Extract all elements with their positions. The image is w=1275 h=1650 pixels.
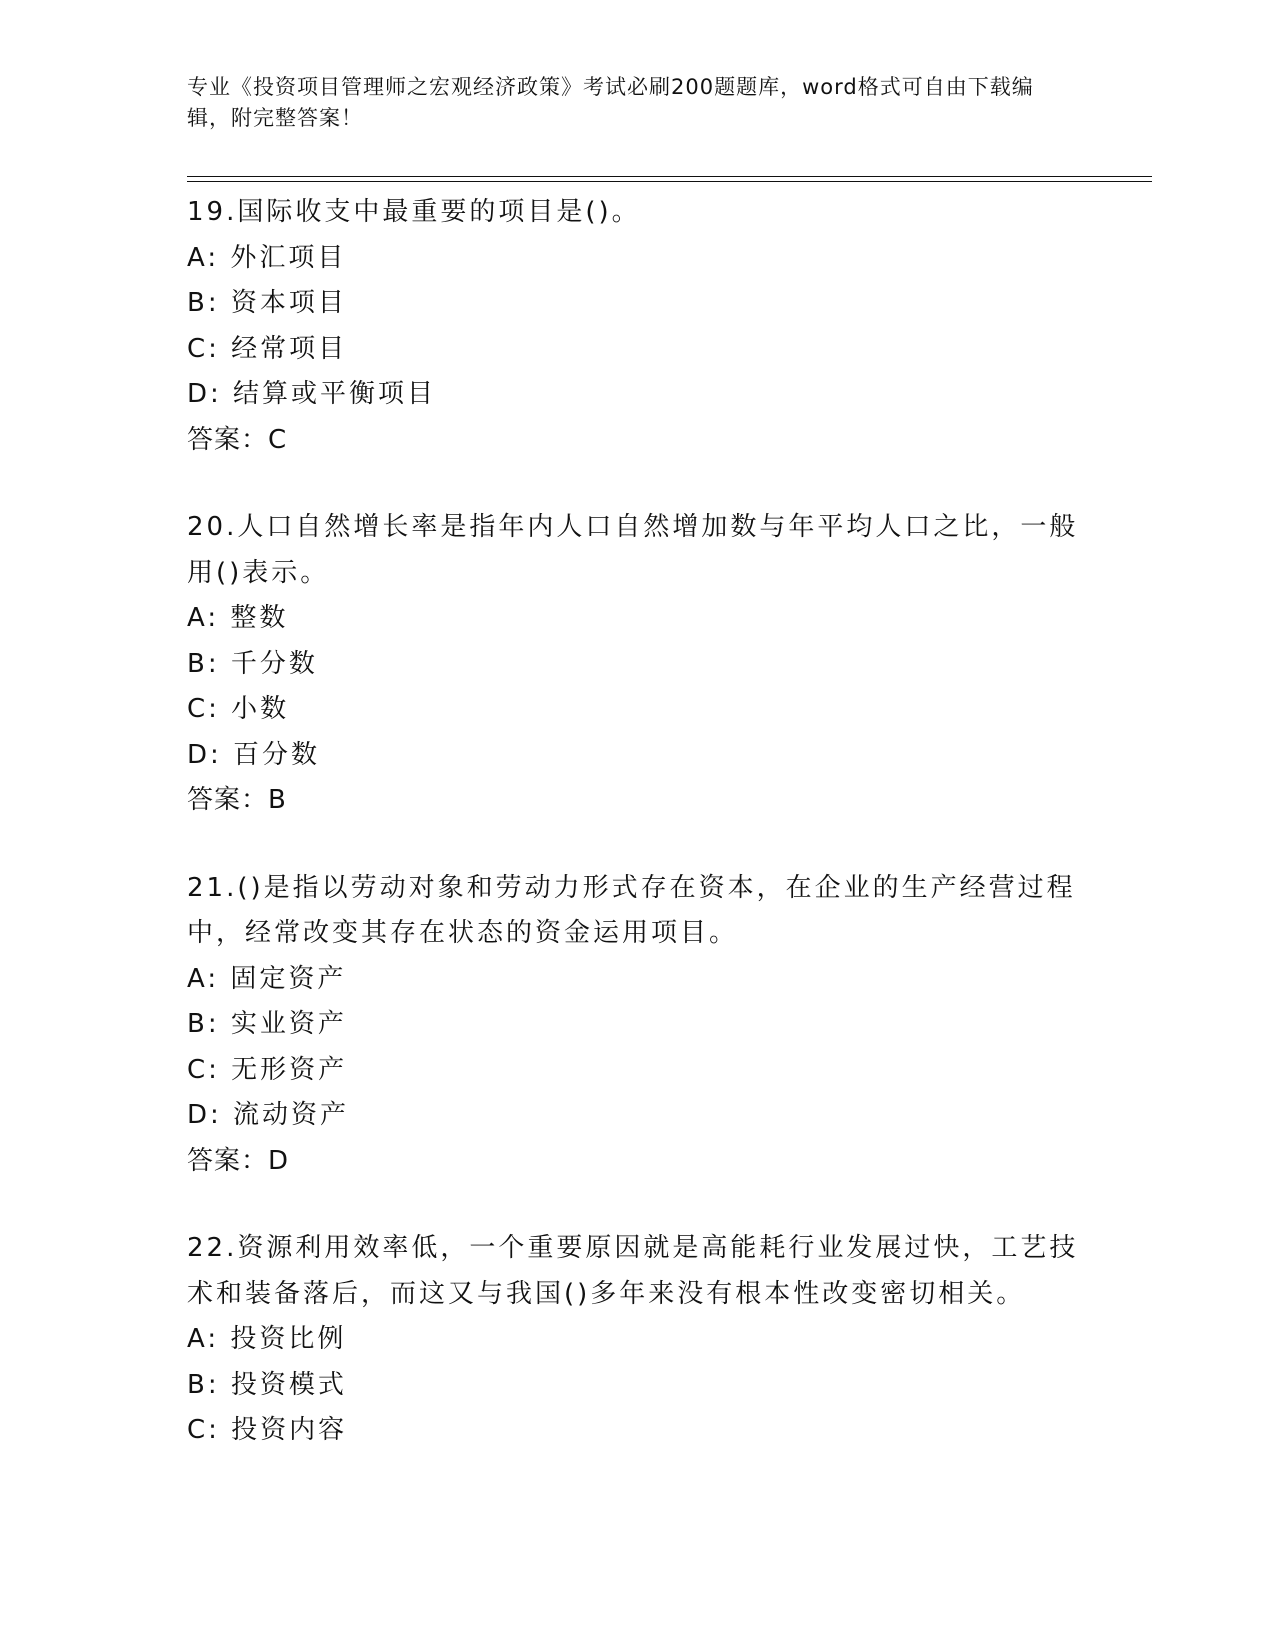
document-header: 专业《投资项目管理师之宏观经济政策》考试必刷200题题库，word格式可自由下载编辑，附完整答案！ [187, 75, 1034, 130]
header-divider-top [187, 176, 1152, 177]
answer-label: 答案：D [187, 1145, 290, 1176]
question-stem: 20.人口自然增长率是指年内人口自然增加数与年平均人口之比，一般用()表示。 [187, 512, 1079, 588]
option-a: A: 整数 [187, 603, 289, 633]
option-b: B: 资本项目 [187, 288, 347, 318]
question-list [187, 190, 1087, 1496]
question-stem: 21.()是指以劳动对象和劳动力形式存在资本，在企业的生产经营过程中，经常改变其存在状态的资金运用项目。 [187, 872, 1076, 948]
option-d: D: 结算或平衡项目 [187, 379, 437, 409]
option-a: A: 固定资产 [187, 963, 347, 994]
question-19 [187, 190, 1087, 463]
question-21 [187, 866, 1087, 1185]
option-c: C: 无形资产 [187, 1054, 348, 1085]
question-stem: 22.资源利用效率低，一个重要原因就是高能耗行业发展过快，工艺技术和装备落后，而这又与我国()多年来没有根本性改变密切相关。 [187, 1233, 1079, 1309]
question-22 [187, 1226, 1087, 1454]
header-divider-bottom [187, 181, 1152, 182]
option-a: A: 外汇项目 [187, 242, 347, 273]
option-c: C: 投资内容 [187, 1415, 348, 1445]
option-b: B: 实业资产 [187, 1009, 347, 1039]
option-a: A: 投资比例 [187, 1324, 347, 1354]
option-d: D: 百分数 [187, 739, 321, 770]
option-d: D: 流动资产 [187, 1100, 350, 1130]
option-b: B: 投资模式 [187, 1369, 347, 1400]
option-c: C: 小数 [187, 694, 290, 724]
option-b: B: 千分数 [187, 648, 318, 679]
question-stem: 19.国际收支中最重要的项目是()。 [187, 197, 641, 227]
answer-label: 答案：C [187, 424, 288, 455]
answer-label: 答案：B [187, 785, 287, 815]
question-20 [187, 505, 1087, 824]
option-c: C: 经常项目 [187, 333, 348, 364]
